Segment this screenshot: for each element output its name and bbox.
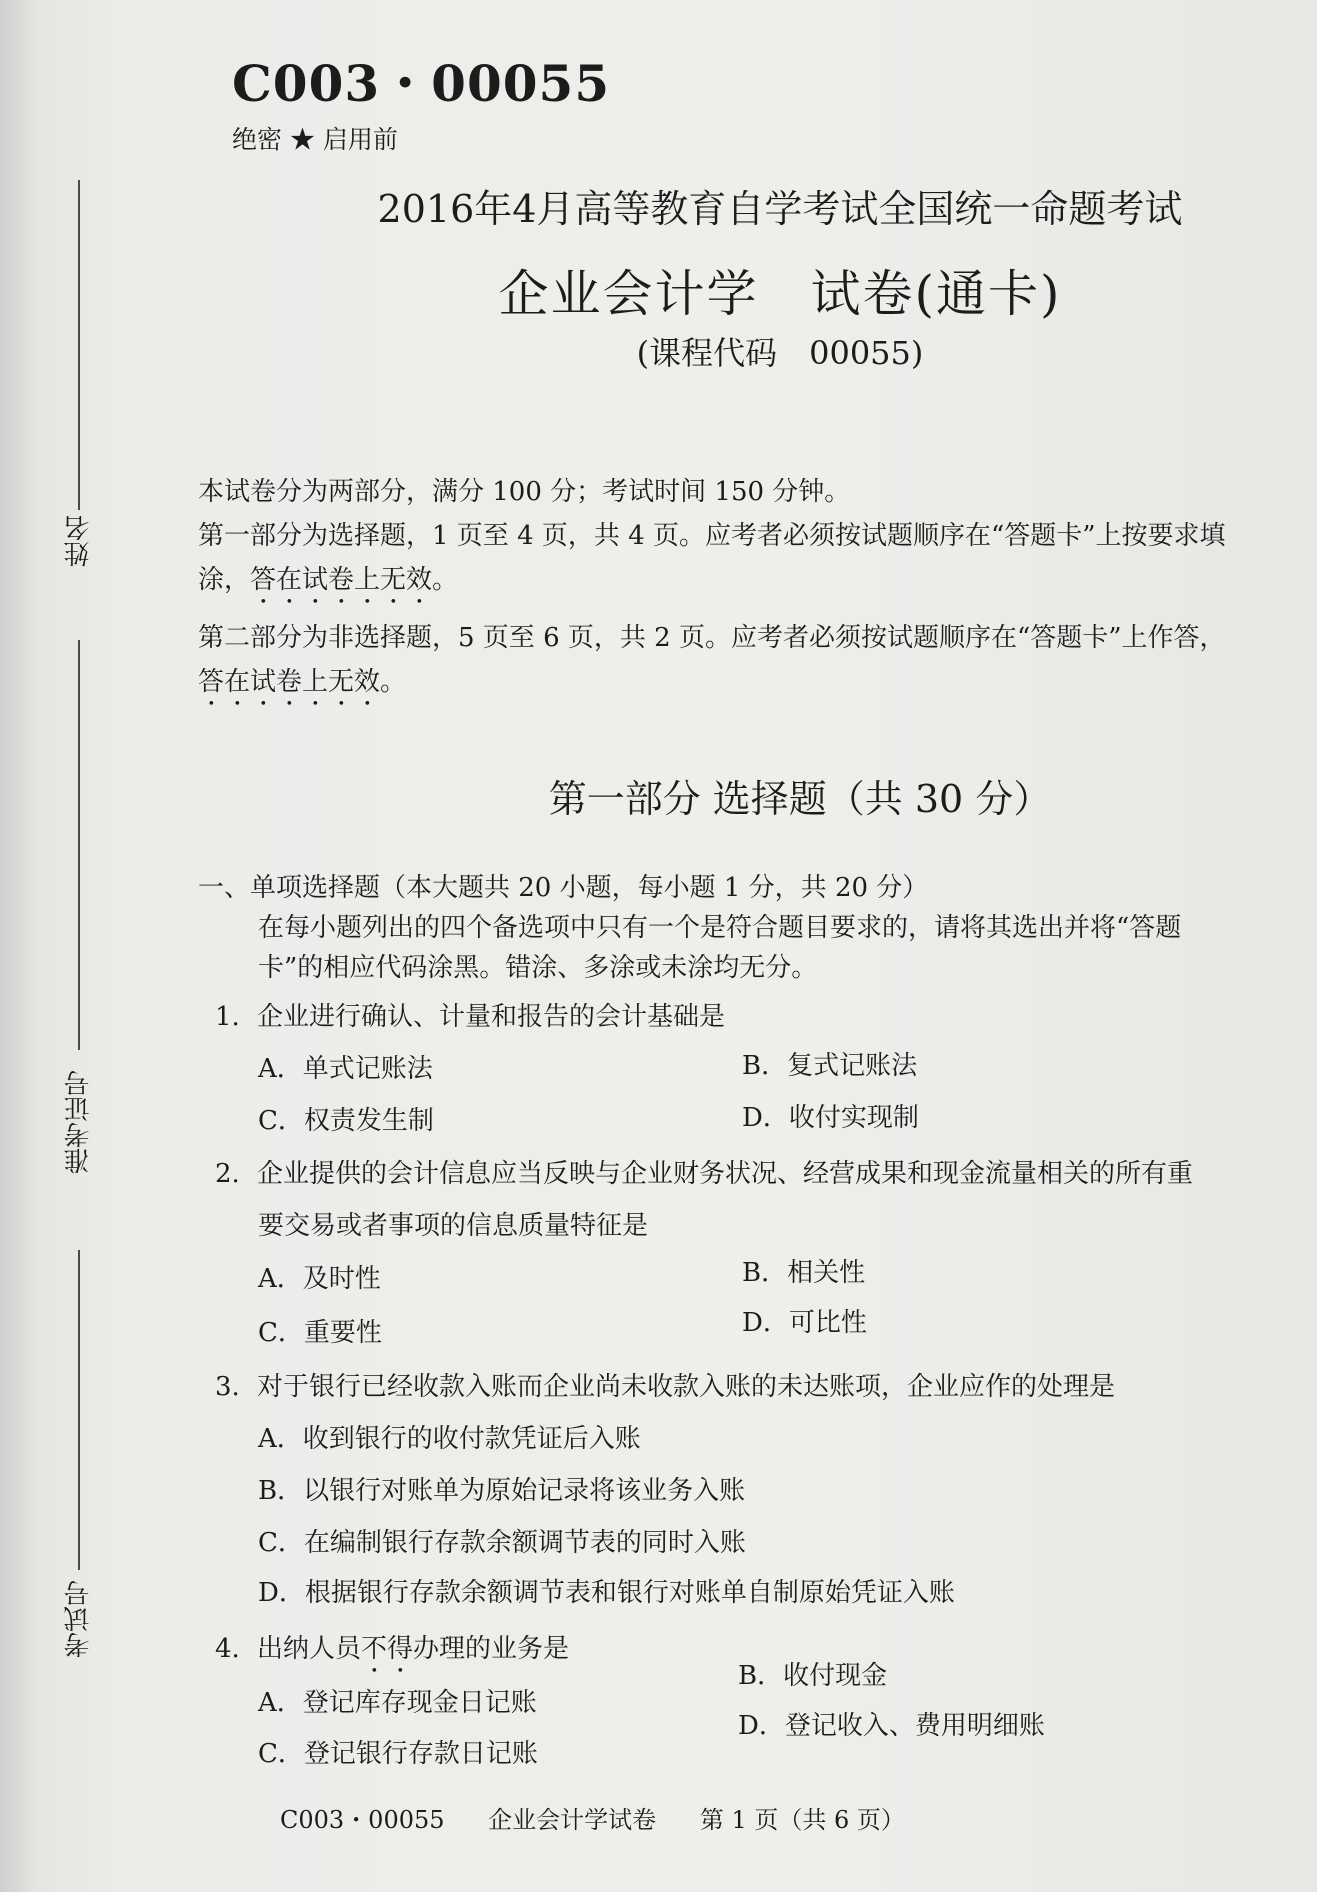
question-stem-a: 出纳人员	[257, 1634, 362, 1664]
question-number: 4.	[215, 1634, 240, 1664]
question-stem: 企业进行确认、计量和报告的会计基础是	[257, 1002, 726, 1032]
intro-part1	[198, 514, 1238, 610]
question-stem: 企业提供的会计信息应当反映与企业财务状况、经营成果和现金流量相关的所有重	[257, 1159, 1194, 1189]
question-stem: 对于银行已经收款入账而企业尚未收款入账的未达账项，企业应作的处理是	[257, 1372, 1116, 1402]
question-4	[215, 1628, 1235, 1679]
q4-option-a: A．登记库存现金日记账	[258, 1688, 537, 1718]
question-number: 1.	[215, 1002, 240, 1032]
q2-option-a: A．及时性	[258, 1264, 381, 1294]
question-2-cont: 要交易或者事项的信息质量特征是	[258, 1211, 649, 1241]
paper-code: C003・00055	[232, 54, 611, 113]
q3-option-d: D．根据银行存款余额调节表和银行对账单自制原始凭证入账	[258, 1578, 955, 1608]
secret-mark: 绝密 ★ 启用前	[232, 125, 398, 154]
intro-block	[198, 470, 1238, 712]
question-3	[215, 1366, 1235, 1403]
q3-option-a: A．收到银行的收付款凭证后入账	[258, 1424, 641, 1454]
exam-title: 2016年4月高等教育自学考试全国统一命题考试	[377, 187, 1183, 231]
q2-option-d: D．可比性	[742, 1308, 867, 1338]
ticket-line	[78, 640, 80, 1050]
intro-part1-emphasis: 答在试卷上无效。	[250, 565, 459, 595]
intro-part2-emphasis: 答在试卷上无效。	[198, 667, 407, 697]
q4-option-d: D．登记收入、费用明细账	[738, 1711, 1045, 1741]
q1-option-b: B．复式记账法	[742, 1051, 918, 1081]
page-footer	[280, 1800, 1180, 1835]
q1-option-c: C．权责发生制	[258, 1106, 434, 1136]
q2-option-b: B．相关性	[742, 1258, 866, 1288]
footer-code: C003・00055	[280, 1806, 445, 1834]
subject-title: 企业会计学 试卷(通卡)	[498, 265, 1062, 323]
intro-part2	[198, 616, 1238, 712]
q4-option-b: B．收付现金	[738, 1661, 888, 1691]
q1-option-a: A．单式记账法	[258, 1054, 433, 1084]
intro-line: 本试卷分为两部分，满分 100 分；考试时间 150 分钟。	[198, 477, 851, 507]
q3-option-b: B．以银行对账单为原始记录将该业务入账	[258, 1476, 746, 1506]
section-title: 一、单项选择题（本大题共 20 小题，每小题 1 分，共 20 分）	[198, 873, 929, 903]
intro-part2-text: 第二部分为非选择题，5 页至 6 页，共 2 页。应考者必须按试题顺序在“答题卡”上作答，	[198, 623, 1226, 653]
question-number: 2.	[215, 1159, 240, 1189]
question-1	[215, 996, 1235, 1033]
question-number: 3.	[215, 1372, 240, 1402]
question-stem-c: 办理的业务是	[413, 1634, 570, 1664]
footer-title: 企业会计学试卷	[488, 1806, 657, 1834]
q3-option-c: C．在编制银行存款余额调节表的同时入账	[258, 1528, 746, 1558]
section-instruction: 在每小题列出的四个备选项中只有一个是符合题目要求的，请将其选出并将“答题卡”的相应代码涂黑。错涂、多涂或未涂均无分。	[258, 913, 1182, 983]
q2-option-c: C．重要性	[258, 1318, 382, 1348]
name-label: 姓名	[64, 515, 94, 567]
question-stem-emphasis: 不得	[361, 1634, 414, 1664]
course-code: (课程代码 00055)	[636, 334, 924, 372]
footer-page: 第 1 页（共 6 页）	[699, 1806, 905, 1834]
question-2	[215, 1153, 1235, 1190]
seat-line	[78, 1250, 80, 1570]
ticket-label: 准考证号	[64, 1070, 94, 1174]
section-block	[198, 868, 1238, 988]
q4-option-c: C．登记银行存款日记账	[258, 1739, 538, 1769]
seat-label: 考试号	[64, 1580, 94, 1658]
name-line	[78, 180, 80, 510]
q1-option-d: D．收付实现制	[742, 1103, 919, 1133]
intro-part1-text: 第一部分为选择题，1 页至 4 页，共 4 页。应考者必须按试题顺序在“答题卡”上按要求填涂，	[198, 521, 1226, 595]
part-title: 第一部分 选择题（共 30 分）	[548, 777, 1052, 821]
